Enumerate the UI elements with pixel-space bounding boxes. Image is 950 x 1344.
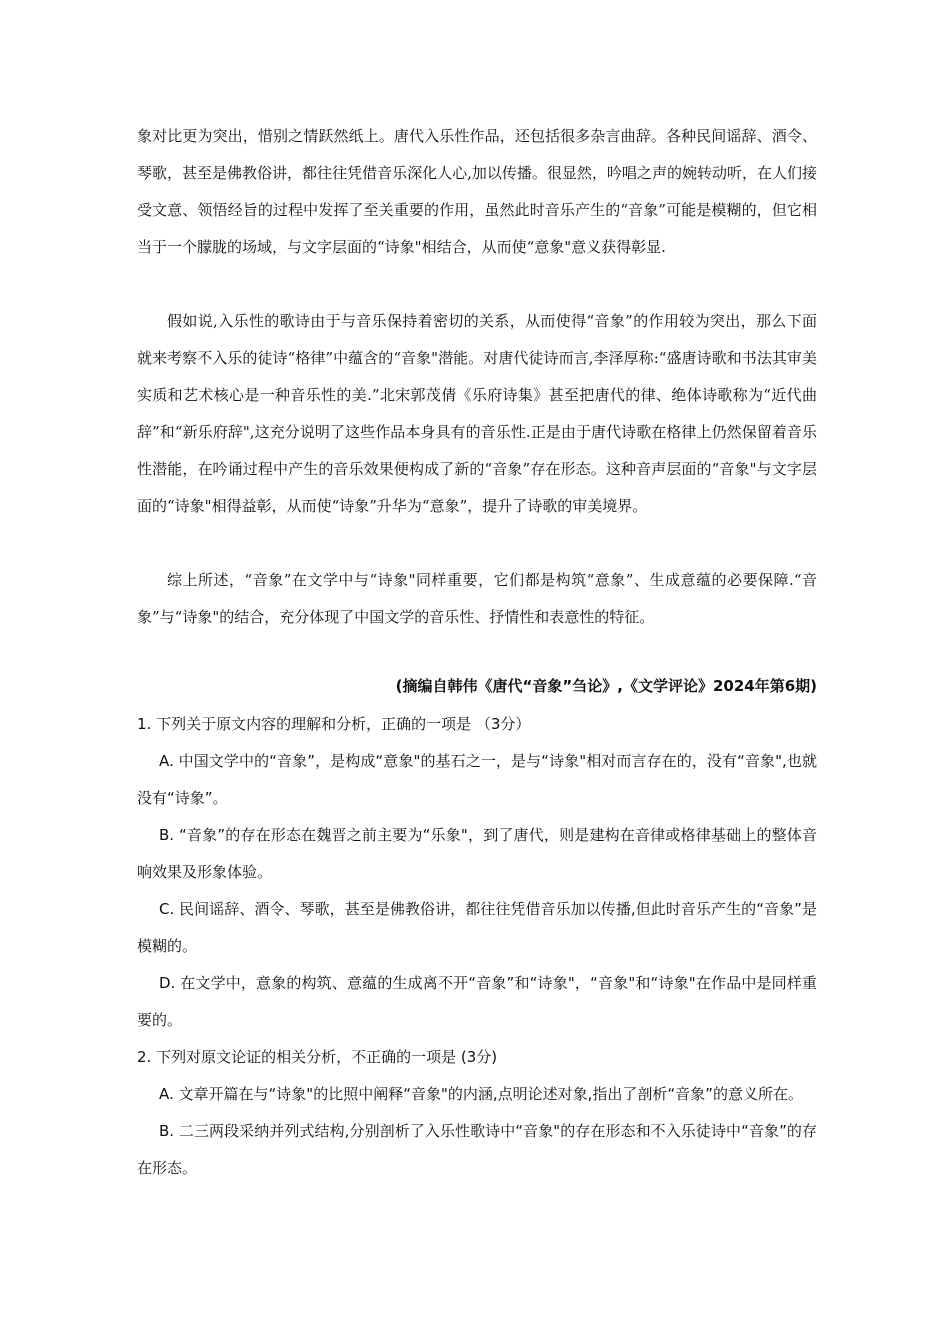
question-1-option-b: B. “音象”的存在形态在魏晋之前主要为“乐象"，到了唐代，则是建构在音律或格律基础上的整体音响效果及形象体验。: [137, 826, 817, 881]
paragraph-text: 假如说,入乐性的歌诗由于与音乐保持着密切的关系，从而使得“音象”的作用较为突出，那么下面就来考察不入乐的徒诗“格律”中蕴含的“音象"潜能。对唐代徒诗而言,李泽厚称:“盛唐诗歌和书法其审美实质和艺术核心是一种音乐性的美.”北宋郭茂倩《乐府诗集》甚至把唐代的律、绝体诗歌称为“近代曲辞”和“新乐府辞",这充分说明了这些作品本身具有的音乐性.正是由于唐代诗歌在格律上仍然保留着音乐性潜能，在吟诵过程中产生的音乐效果便构成了新的“音象”存在形态。这种音声层面的“音象"与文字层面的“诗象"相得益彰，从而使“诗象”升华为“意象”，提升了诗歌的审美境界。: [137, 312, 817, 515]
source-citation: (摘编自韩伟《唐代“音象”刍论》,《文学评论》2024年第6期): [395, 677, 817, 695]
passage-paragraph-continued: [137, 118, 817, 266]
question-2-option-a: A. 文章开篇在与“诗象"的比照中阐释“音象"的内涵,点明论述对象,指出了剖析“音象”的意义所在。: [159, 1085, 803, 1103]
paragraph-text: 象对比更为突出，惜别之情跃然纸上。唐代入乐性作品，还包括很多杂言曲辞。各种民间谣辞、酒令、琴歌，甚至是佛教俗讲，都往往凭借音乐深化人心,加以传播。很显然，吟唱之声的婉转动听，在人们接受文意、领悟经旨的过程中发挥了至关重要的作用，虽然此时音乐产生的“音象”可能是模糊的，但它相当于一个朦胧的场域，与文字层面的“诗象"相结合，从而使“意象"意义获得彰显.: [137, 127, 817, 256]
question-2-option-b: B. 二三两段采纳并列式结构,分别剖析了入乐性歌诗中“音象"的存在形态和不入乐徒诗中“音象”的存在形态。: [137, 1122, 817, 1177]
question-2-stem: 2. 下列对原文论证的相关分析，不正确的一项是 (3分): [137, 1048, 498, 1066]
questions-section: [137, 706, 817, 1187]
passage-paragraph-3: [137, 562, 817, 636]
paragraph-text: 综上所述，“音象”在文学中与“诗象"同样重要，它们都是构筑“意象”、生成意蕴的必要保障.“音象”与“诗象"的结合，充分体现了中国文学的音乐性、抒情性和表意性的特征。: [137, 571, 817, 626]
question-1-stem: 1. 下列关于原文内容的理解和分析，正确的一项是 （3分）: [137, 715, 531, 733]
passage-paragraph-2: [137, 303, 817, 525]
question-1-option-a: A. 中国文学中的“音象”，是构成“意象"的基石之一，是与“诗象"相对而言存在的，没有“音象",也就没有“诗象”。: [137, 752, 817, 807]
question-1-option-c: C. 民间谣辞、酒令、琴歌，甚至是佛教俗讲，都往往凭借音乐加以传播,但此时音乐产生的“音象”是模糊的。: [137, 900, 817, 955]
question-1-option-d: D. 在文学中，意象的构筑、意蕴的生成离不开“音象”和“诗象"，“音象"和“诗象"在作品中是同样重要的。: [137, 974, 817, 1029]
